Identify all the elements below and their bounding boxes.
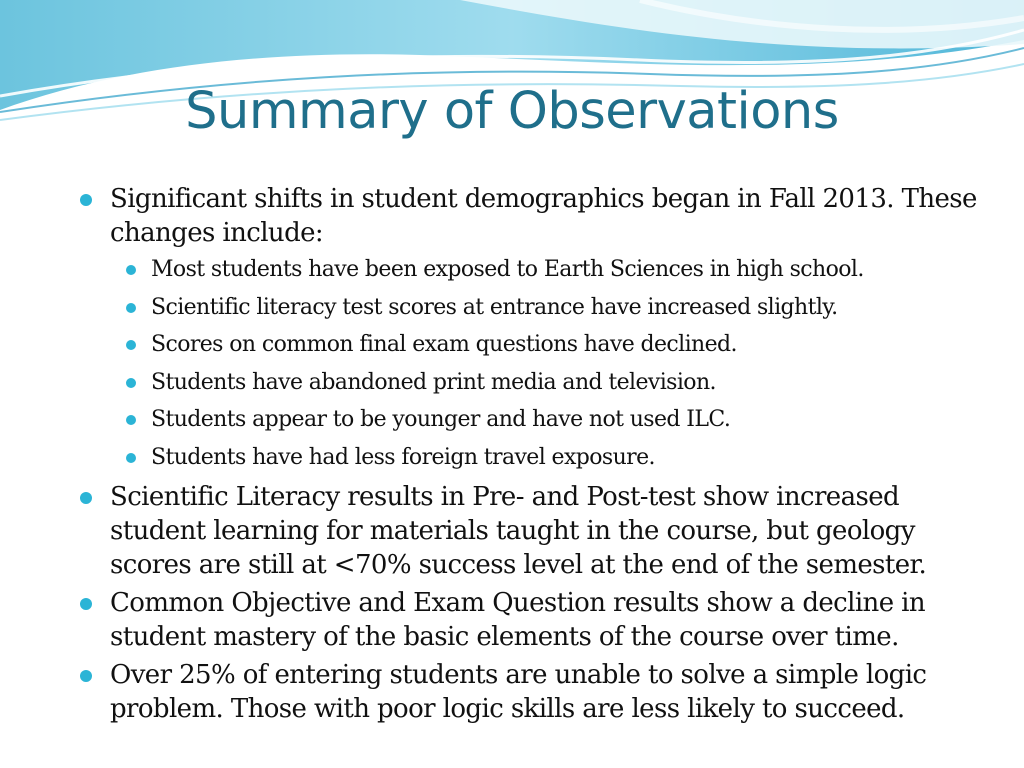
bullet-dot-icon xyxy=(126,415,136,425)
sub-bullet-text: Students appear to be younger and have not used ILC. xyxy=(151,407,731,432)
bullet-dot-icon xyxy=(126,340,136,350)
bullet-list-container xyxy=(78,182,993,730)
bullet-dot-icon xyxy=(80,598,92,610)
bullet-dot-icon xyxy=(126,303,136,313)
sub-bullet-item xyxy=(126,251,993,289)
sub-bullet-item xyxy=(126,439,993,477)
slide-title: Summary of Observations xyxy=(185,82,839,141)
bullet-list xyxy=(78,182,993,726)
bullet-item xyxy=(78,182,993,476)
sub-bullet-text: Scientific literacy test scores at entrance have increased slightly. xyxy=(151,294,838,320)
sub-bullet-item xyxy=(126,401,993,439)
bullet-text: Over 25% of entering students are unable to solve a simple logic problem. Those with poor logic skills are less likely to succeed. xyxy=(110,660,927,724)
sub-bullet-text: Students have abandoned print media and television. xyxy=(151,369,716,395)
bullet-dot-icon xyxy=(126,265,136,275)
sub-bullet-text: Scores on common final exam questions have declined. xyxy=(151,332,737,357)
bullet-dot-icon xyxy=(80,670,92,682)
sub-bullet-item xyxy=(126,326,993,364)
sub-bullet-item xyxy=(126,364,993,402)
sub-bullet-text: Most students have been exposed to Earth Sciences in high school. xyxy=(151,257,864,282)
bullet-dot-icon xyxy=(126,378,136,388)
bullet-item xyxy=(78,658,993,726)
bullet-item xyxy=(78,586,993,654)
bullet-text: Significant shifts in student demographics began in Fall 2013. These changes include: xyxy=(110,184,977,248)
bullet-text: Scientific Literacy results in Pre- and Post-test show increased student learning for materials taught in the course, but geology scores are still at <70% success level at the end of the semester. xyxy=(110,482,927,580)
bullet-item xyxy=(78,480,993,582)
sub-bullet-item xyxy=(126,289,993,327)
bullet-dot-icon xyxy=(80,194,92,206)
bullet-dot-icon xyxy=(80,492,92,504)
bullet-text: Common Objective and Exam Question results show a decline in student mastery of the basic elements of the course over time. xyxy=(110,588,926,652)
sub-bullet-text: Students have had less foreign travel exposure. xyxy=(151,444,655,470)
bullet-dot-icon xyxy=(126,453,136,463)
sub-bullet-list xyxy=(126,251,993,476)
